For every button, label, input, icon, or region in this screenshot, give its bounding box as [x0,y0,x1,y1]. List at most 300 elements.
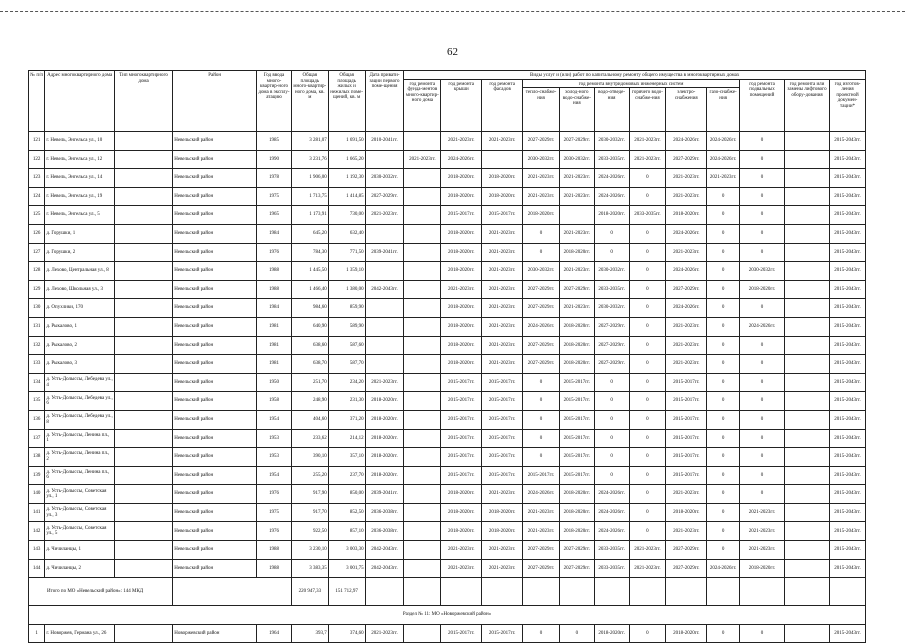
cold-cell: 2021-2023гг. [559,187,594,206]
total-row [29,578,866,606]
table-row [29,262,866,281]
sewer-cell: 0 [594,243,629,262]
area-res-cell: 234,20 [328,373,365,392]
foundations-cell [404,169,441,188]
heat-cell: 2021-2023гг. [523,187,560,206]
col-gas: газо-снабже-ния [707,88,740,132]
facade-cell: 2021-2023гг. [482,559,523,578]
foundations-cell [404,522,441,541]
address-cell: д. Усть-Долыссы, Лебедева ул., 4 [45,373,115,392]
area-total-cell: 3 231,76 [291,150,328,169]
docs-cell: 2015-2043гг. [830,169,866,188]
foundations-cell: 2021-2023гг. [404,150,441,169]
hot-cell: 2033-2035гг. [629,206,666,225]
section-title: Раздел № 11: МО «Новоржевский район» [29,606,866,625]
page-top-dashed-line [0,11,905,12]
total-label: Итого по МО «Невельский район»: 144 МКД [29,578,173,606]
year-cell: 1965 [257,206,292,225]
table-row [29,448,866,467]
foundations-cell [404,317,441,336]
hot-cell: 0 [629,466,666,485]
roof-cell: 2015-2017гг. [441,206,482,225]
elec-cell: 2021-2023гг. [666,317,707,336]
area-total-cell: 1 466,40 [291,280,328,299]
basement-cell: 0 [739,224,784,243]
table-header [29,71,866,132]
row-number: 131 [29,317,45,336]
basement-cell: 0 [739,206,784,225]
foundations-cell [404,466,441,485]
hot-cell: 0 [629,280,666,299]
type-cell [114,466,172,485]
address-cell: г. Новоржев, Германа ул., 26 [45,624,115,643]
facade-cell: 2018-2020гг. [482,187,523,206]
row-number: 133 [29,355,45,374]
gas-cell: 0 [707,317,740,336]
total-area-total: 220 947,33 [291,578,328,606]
priv-date-cell: 2010-2041гг. [365,132,404,151]
area-res-cell: 374,60 [328,624,365,643]
basement-cell: 2018-2020гг. [739,559,784,578]
priv-date-cell: 2021-2023гг. [365,373,404,392]
sewer-cell: 2027-2029гг. [594,317,629,336]
district-cell: Невельский район [173,169,257,188]
table-row [29,132,866,151]
basement-cell: 0 [739,355,784,374]
empty-cell [666,578,707,606]
lift-cell [785,503,830,522]
row-number: 144 [29,559,45,578]
cold-cell: 2027-2029гг. [559,280,594,299]
area-total-cell: 638,60 [291,336,328,355]
docs-cell: 2015-2043гг. [830,150,866,169]
table-row [29,410,866,429]
area-res-cell: 1 665,20 [328,150,365,169]
lift-cell [785,410,830,429]
district-cell: Невельский район [173,187,257,206]
facade-cell: 2021-2023гг. [482,132,523,151]
gas-cell: 0 [707,466,740,485]
facade-cell: 2015-2017гг. [482,466,523,485]
elec-cell: 2018-2020гг. [666,503,707,522]
basement-cell: 0 [739,132,784,151]
district-cell: Новоржевский район [173,624,257,643]
district-cell: Невельский район [173,429,257,448]
area-total-cell: 1 173,91 [291,206,328,225]
heat-cell: 2024-2026гг. [523,485,560,504]
area-total-cell: 922,50 [291,522,328,541]
priv-date-cell: 2018-2020гг. [365,392,404,411]
roof-cell: 2021-2023гг. [441,541,482,560]
table-row [29,541,866,560]
foundations-cell [404,187,441,206]
heat-cell: 2027-2029гг. [523,541,560,560]
docs-cell: 2015-2043гг. [830,373,866,392]
priv-date-cell: 2018-2020гг. [365,466,404,485]
docs-cell: 2015-2043гг. [830,485,866,504]
gas-cell: 0 [707,355,740,374]
basement-cell: 0 [739,624,784,643]
priv-date-cell [365,355,404,374]
elec-cell: 2015-2017гг. [666,392,707,411]
hot-cell: 0 [629,392,666,411]
docs-cell: 2015-2043гг. [830,541,866,560]
roof-cell: 2021-2023гг. [441,132,482,151]
row-number: 138 [29,448,45,467]
gas-cell: 0 [707,624,740,643]
empty-cell [785,578,830,606]
priv-date-cell [365,262,404,281]
facade-cell: 2015-2017гг. [482,448,523,467]
type-cell [114,559,172,578]
year-cell: 1981 [257,317,292,336]
foundations-cell [404,355,441,374]
row-number: 122 [29,150,45,169]
facade-cell: 2021-2023гг. [482,299,523,318]
hot-cell: 2021-2023гг. [629,150,666,169]
elec-cell: 2015-2017гг. [666,429,707,448]
roof-cell: 2018-2020гг. [441,355,482,374]
priv-date-cell: 2018-2020гг. [365,429,404,448]
year-cell: 1990 [257,150,292,169]
lift-cell [785,169,830,188]
priv-date-cell: 2039-2041гг. [365,243,404,262]
facade-cell: 2021-2023гг. [482,224,523,243]
empty-cell [404,578,441,606]
address-cell: д. Усть-Долыссы, Ленина пл., 2 [45,448,115,467]
roof-cell: 2015-2017гг. [441,466,482,485]
year-cell: 1976 [257,522,292,541]
elec-cell: 2021-2023гг. [666,243,707,262]
cold-cell: 2021-2023гг. [559,262,594,281]
cold-cell: 2018-2020гг. [559,485,594,504]
gas-cell: 2024-2026гг. [707,150,740,169]
heat-cell: 0 [523,392,560,411]
row-number: 142 [29,522,45,541]
heat-cell: 2018-2020гг. [523,206,560,225]
lift-cell [785,559,830,578]
lift-cell [785,624,830,643]
table-row [29,373,866,392]
priv-date-cell [365,317,404,336]
elec-cell: 2024-2026гг. [666,224,707,243]
lift-cell [785,206,830,225]
area-total-cell: 393,7 [291,624,328,643]
type-cell [114,150,172,169]
empty-cell [739,578,784,606]
cold-cell: 2018-2020гг. [559,355,594,374]
elec-cell: 2024-2026гг. [666,299,707,318]
area-res-cell: 1 691,50 [328,132,365,151]
cold-cell [559,206,594,225]
sewer-cell: 2030-2032гг. [594,132,629,151]
cold-cell: 2018-2020гг. [559,317,594,336]
docs-cell: 2015-2043гг. [830,448,866,467]
docs-cell: 2015-2043гг. [830,336,866,355]
roof-cell: 2015-2017гг. [441,410,482,429]
sewer-cell: 0 [594,448,629,467]
basement-cell: 0 [739,243,784,262]
elec-cell: 2027-2029гг. [666,541,707,560]
elec-cell: 2021-2023гг. [666,355,707,374]
area-res-cell: 214,12 [328,429,365,448]
col-foundations: год ремонта фунда-ментов много-квартир-ного дома [404,79,441,132]
address-cell: д. Усть-Долыссы, Советская ул., 3 [45,503,115,522]
table-row [29,392,866,411]
sewer-cell: 0 [594,224,629,243]
year-cell: 1976 [257,485,292,504]
table-row [29,243,866,262]
area-res-cell: 1 359,10 [328,262,365,281]
type-cell [114,280,172,299]
priv-date-cell [365,224,404,243]
sewer-cell: 2033-2035гг. [594,280,629,299]
hot-cell: 0 [629,243,666,262]
docs-cell: 2015-2043гг. [830,522,866,541]
area-res-cell: 857,10 [328,522,365,541]
priv-date-cell: 2039-2041гг. [365,485,404,504]
hot-cell: 0 [629,485,666,504]
priv-date-cell: 2036-2038гг. [365,503,404,522]
foundations-cell [404,299,441,318]
row-number: 128 [29,262,45,281]
sewer-cell: 2030-2032гг. [594,262,629,281]
col-services-group: Виды услуг и (или) работ по капитальному ремонту общего имущества в многоквартирных домах [404,71,866,80]
cold-cell: 2015-2017гг. [559,466,594,485]
empty-cell [830,578,866,606]
heat-cell: 2027-2029гг. [523,299,560,318]
col-address: Адрес многоквартирного дома [45,71,115,132]
gas-cell: 0 [707,206,740,225]
facade-cell: 2018-2020гг. [482,503,523,522]
table-row [29,280,866,299]
district-cell: Невельский район [173,466,257,485]
address-cell: г. Невель, Энгельса ул., 5 [45,206,115,225]
address-cell: д. Усть-Долыссы, Ленина пл., 1 [45,429,115,448]
elec-cell: 2018-2020гг. [666,206,707,225]
docs-cell: 2015-2043гг. [830,132,866,151]
cold-cell: 2018-2020гг. [559,503,594,522]
sewer-cell: 0 [594,392,629,411]
type-cell [114,373,172,392]
table-row [29,624,866,643]
sewer-cell: 2018-2020гг. [594,206,629,225]
district-cell: Невельский район [173,280,257,299]
year-cell: 1958 [257,392,292,411]
cold-cell: 2027-2029гг. [559,132,594,151]
row-number: 130 [29,299,45,318]
cold-cell: 2015-2017гг. [559,448,594,467]
gas-cell: 0 [707,410,740,429]
year-cell: 1988 [257,559,292,578]
district-cell: Невельский район [173,559,257,578]
hot-cell: 2021-2023гг. [629,541,666,560]
roof-cell: 2018-2020гг. [441,187,482,206]
year-cell: 1954 [257,466,292,485]
basement-cell: 0 [739,336,784,355]
hot-cell: 0 [629,410,666,429]
row-number: 124 [29,187,45,206]
col-sewer: водо-отведе-ния [594,88,629,132]
foundations-cell [404,503,441,522]
gas-cell: 0 [707,541,740,560]
roof-cell: 2015-2017гг. [441,448,482,467]
docs-cell: 2015-2043гг. [830,280,866,299]
lift-cell [785,336,830,355]
address-cell: г. Невель, Энгельса ул., 12 [45,150,115,169]
sewer-cell: 2024-2026гг. [594,485,629,504]
address-cell: д. Усть-Долыссы, Советская ул., 5 [45,522,115,541]
year-cell: 1981 [257,355,292,374]
foundations-cell [404,392,441,411]
docs-cell: 2015-2043гг. [830,206,866,225]
row-number: 137 [29,429,45,448]
roof-cell: 2024-2026гг. [441,150,482,169]
table-row [29,299,866,318]
foundations-cell [404,373,441,392]
hot-cell: 0 [629,262,666,281]
priv-date-cell: 2018-2020гг. [365,410,404,429]
area-total-cell: 3 230,10 [291,541,328,560]
priv-date-cell: 2030-2032гг. [365,169,404,188]
foundations-cell [404,280,441,299]
table-row [29,559,866,578]
area-total-cell: 1 713,75 [291,187,328,206]
elec-cell: 2021-2023гг. [666,485,707,504]
heat-cell: 2030-2032гг. [523,150,560,169]
heat-cell: 0 [523,448,560,467]
facade-cell: 2015-2017гг. [482,429,523,448]
gas-cell: 0 [707,299,740,318]
basement-cell: 0 [739,299,784,318]
address-cell: д. Усть-Долыссы, Советская ул., 1 [45,485,115,504]
row-number: 126 [29,224,45,243]
heat-cell: 2027-2029гг. [523,336,560,355]
docs-cell: 2015-2043гг. [830,410,866,429]
sewer-cell: 2024-2026гг. [594,522,629,541]
area-total-cell: 248,90 [291,392,328,411]
lift-cell [785,243,830,262]
heat-cell: 2021-2023гг. [523,169,560,188]
address-cell: д. Лехово, Центральная ул., 8 [45,262,115,281]
heat-cell: 0 [523,429,560,448]
row-number: 121 [29,132,45,151]
hot-cell: 2021-2023гг. [629,132,666,151]
roof-cell: 2018-2020гг. [441,336,482,355]
roof-cell: 2018-2020гг. [441,485,482,504]
foundations-cell [404,485,441,504]
facade-cell: 2015-2017гг. [482,624,523,643]
elec-cell: 2015-2017гг. [666,373,707,392]
gas-cell: 0 [707,373,740,392]
roof-cell: 2018-2020гг. [441,262,482,281]
elec-cell: 2024-2026гг. [666,132,707,151]
table-row [29,522,866,541]
sewer-cell: 0 [594,466,629,485]
elec-cell: 2021-2023гг. [666,336,707,355]
gas-cell: 0 [707,280,740,299]
address-cell: д. Рыкалово, 3 [45,355,115,374]
col-elec: электро-снабжения [666,88,707,132]
area-total-cell: 917,90 [291,485,328,504]
hot-cell: 0 [629,355,666,374]
facade-cell: 2018-2020гг. [482,169,523,188]
type-cell [114,299,172,318]
gas-cell: 0 [707,224,740,243]
area-total-cell: 255,20 [291,466,328,485]
heat-cell: 2021-2023гг. [523,503,560,522]
year-cell: 1988 [257,541,292,560]
district-cell: Невельский район [173,150,257,169]
gas-cell: 0 [707,243,740,262]
col-type: Тип многоквартирного дома [114,71,172,132]
gas-cell: 0 [707,503,740,522]
foundations-cell [404,429,441,448]
gas-cell: 0 [707,429,740,448]
docs-cell: 2015-2043гг. [830,355,866,374]
sewer-cell: 2024-2026гг. [594,503,629,522]
cold-cell: 2027-2029гг. [559,559,594,578]
facade-cell: 2015-2017гг. [482,392,523,411]
empty-cell [523,578,560,606]
cold-cell: 2027-2029гг. [559,541,594,560]
table-row [29,150,866,169]
elec-cell: 2027-2029гг. [666,559,707,578]
priv-date-cell: 2042-2043гг. [365,541,404,560]
facade-cell: 2021-2023гг. [482,485,523,504]
docs-cell: 2015-2043гг. [830,624,866,643]
col-priv-date: Дата привати-зации первого поме-щения [365,71,404,132]
empty-cell [365,578,404,606]
roof-cell: 2015-2017гг. [441,624,482,643]
row-number: 143 [29,541,45,560]
col-lift: год ремонта или замены лифтового обору-дования [785,79,830,132]
address-cell: г. Невель, Энгельса ул., 10 [45,132,115,151]
cold-cell: 2021-2023гг. [559,169,594,188]
table-row [29,485,866,504]
type-cell [114,336,172,355]
foundations-cell [404,336,441,355]
basement-cell: 0 [739,373,784,392]
col-internal-group: год ремонта внутридомовых инженерных систем [523,79,740,88]
sewer-cell: 2027-2029гг. [594,355,629,374]
lift-cell [785,262,830,281]
col-hot: горячего водо-снабже-ния [629,88,666,132]
year-cell: 1985 [257,132,292,151]
area-res-cell: 357,10 [328,448,365,467]
type-cell [114,262,172,281]
address-cell: г. Невель, Энгельса ул., 19 [45,187,115,206]
capital-repair-table [28,70,866,643]
heat-cell: 2027-2029гг. [523,132,560,151]
district-cell: Невельский район [173,522,257,541]
roof-cell: 2021-2023гг. [441,559,482,578]
lift-cell [785,448,830,467]
basement-cell: 0 [739,485,784,504]
lift-cell [785,373,830,392]
row-number: 136 [29,410,45,429]
type-cell [114,169,172,188]
docs-cell: 2015-2043гг. [830,503,866,522]
district-cell: Невельский район [173,503,257,522]
year-cell: 1984 [257,224,292,243]
year-cell: 1976 [257,243,292,262]
table-row [29,336,866,355]
empty-cell [441,578,482,606]
lift-cell [785,429,830,448]
basement-cell: 2021-2023гг. [739,522,784,541]
row-number: 139 [29,466,45,485]
